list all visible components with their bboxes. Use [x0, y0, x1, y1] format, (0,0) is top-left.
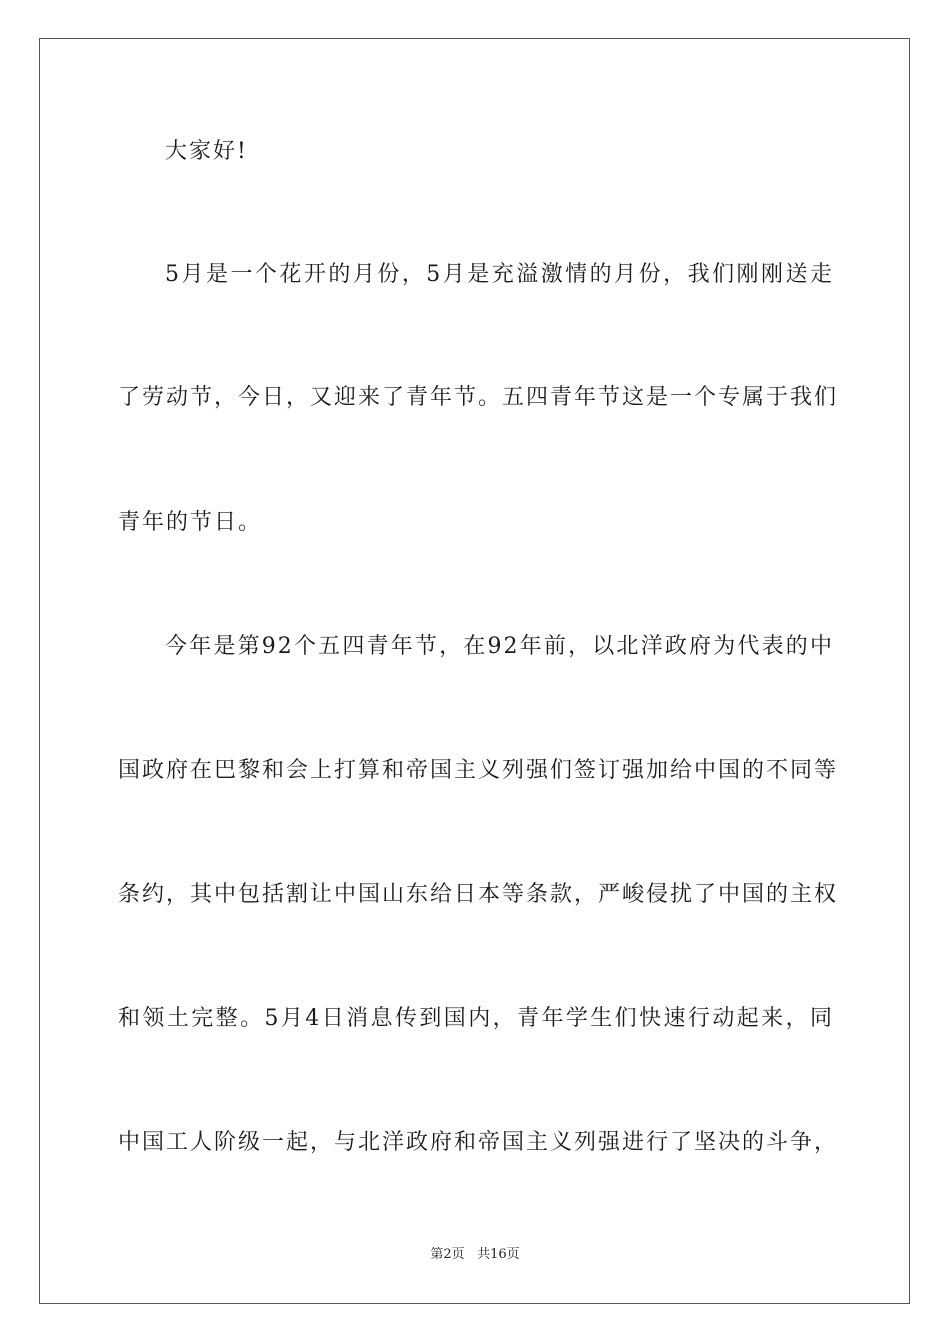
page-footer: [0, 1246, 950, 1264]
paragraph-line: 5月是一个花开的月份，5月是充溢激情的月份，我们刚刚送走: [165, 262, 834, 287]
paragraph-line: 今年是第92个五四青年节，在92年前，以北洋政府为代表的中: [165, 634, 834, 659]
paragraph-line: 中国工人阶级一起，与北洋政府和帝国主义列强进行了坚决的斗争，: [118, 1130, 839, 1155]
paragraph-line: 国政府在巴黎和会上打算和帝国主义列强们签订强加给中国的不同等: [118, 758, 839, 783]
page-total: 共16页: [477, 1247, 520, 1262]
paragraph-line: 和领土完整。5月4日消息传到国内，青年学生们快速行动起来，同: [118, 1006, 834, 1031]
page-number: 第2页: [430, 1247, 465, 1262]
greeting-line: 大家好!: [165, 139, 248, 164]
paragraph-line: 了劳动节，今日，又迎来了青年节。五四青年节这是一个专属于我们: [118, 385, 839, 410]
page-border: [39, 38, 910, 1304]
paragraph-line: 条约，其中包括割让中国山东给日本等条款，严峻侵扰了中国的主权: [118, 882, 839, 907]
paragraph-line: 青年的节日。: [118, 510, 263, 535]
